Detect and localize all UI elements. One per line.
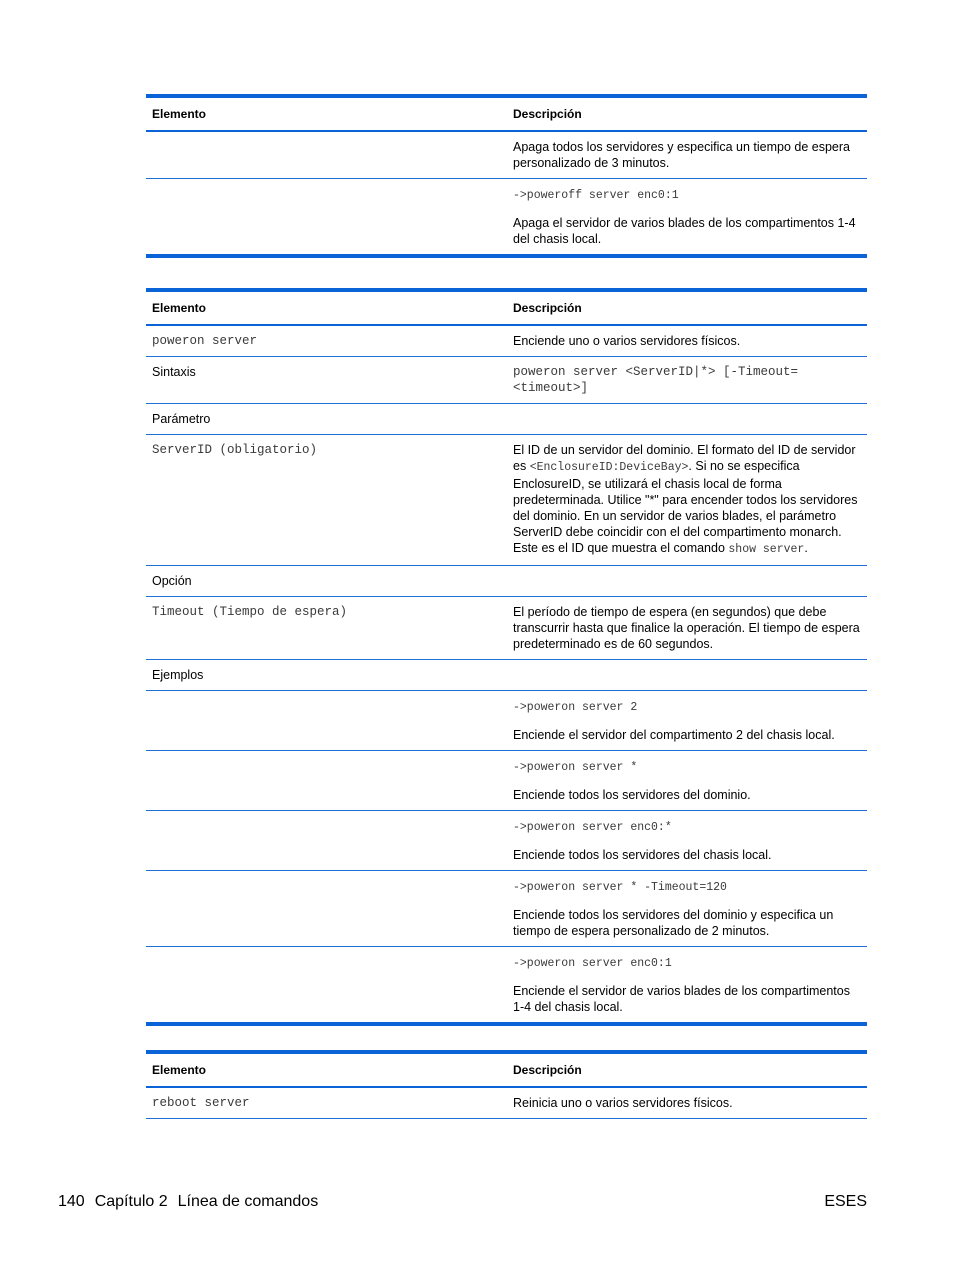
table-header-row: [146, 290, 867, 325]
example-command: ->poweron server *: [513, 761, 638, 774]
table-row-syntax: [146, 357, 867, 404]
example-command: ->poweron server * -Timeout=120: [513, 881, 727, 894]
description-cell: Apaga todos los servidores y especifica un tiempo de espera personalizado de 3 minutos.: [513, 140, 850, 170]
option-name: Timeout (Tiempo de espera): [152, 605, 348, 619]
command-name: poweron server: [152, 334, 258, 348]
command-description: Reinicia uno o varios servidores físicos.: [513, 1096, 733, 1110]
column-header-elemento: Elemento: [152, 107, 207, 121]
table-row-parameter-heading: [146, 404, 867, 435]
table-row: [146, 179, 867, 257]
table-row-example: [146, 811, 867, 871]
example-description: Enciende todos los servidores del dominio y especifica un tiempo de espera personalizado de 2 minutos.: [513, 908, 834, 938]
parameter-desc-code: show server: [728, 543, 805, 556]
table-poweron-server: [146, 288, 867, 1026]
example-description: Enciende todos los servidores del dominio.: [513, 788, 751, 802]
example-command: ->poweron server 2: [513, 701, 638, 714]
table-row: [146, 131, 867, 179]
element-cell: [146, 179, 507, 257]
example-command: ->poweron server enc0:1: [513, 957, 672, 970]
option-description: El período de tiempo de espera (en segundos) que debe transcurrir hasta que finalice la operación. El tiempo de espera predeterminado es de 60 segundos.: [513, 605, 860, 651]
parameter-desc-text: . Si no se especifica EnclosureID, se utilizará el chasis local de forma predeterminada. Utilice "*" para encender todos los servidores del dominio. En un servidor de varios blades, el parámetro ServerID debe coincidir con el del compartimento monarch. Este es el ID que muestra el comando: [513, 459, 858, 555]
table-header-row: [146, 96, 867, 131]
column-header-elemento: Elemento: [152, 1063, 207, 1077]
parameter-desc-text: El ID de un servidor del dominio. El formato del ID de servidor es: [513, 443, 856, 473]
parameter-description: [507, 435, 867, 566]
syntax-value: poweron server <ServerID|*> [-Timeout=<timeout>]: [513, 365, 799, 395]
column-header-elemento: Elemento: [152, 301, 207, 315]
example-description: Enciende el servidor del compartimento 2 del chasis local.: [513, 728, 835, 742]
table-row-examples-heading: [146, 660, 867, 691]
command-description: Enciende uno o varios servidores físicos.: [513, 334, 741, 348]
table-header-row: [146, 1052, 867, 1087]
page-number: 140: [58, 1193, 85, 1210]
column-header-descripcion: Descripción: [513, 301, 582, 315]
language-code: ESES: [824, 1193, 867, 1210]
column-header-descripcion: Descripción: [513, 1063, 582, 1077]
parameter-label: Parámetro: [152, 412, 211, 426]
table-row-command: [146, 325, 867, 357]
parameter-desc-text: .: [804, 541, 808, 555]
element-cell: [146, 131, 507, 179]
chapter-title: Línea de comandos: [177, 1193, 319, 1210]
example-description: Enciende el servidor de varios blades de los compartimentos 1-4 del chasis local.: [513, 984, 850, 1014]
page-footer: [58, 1192, 867, 1212]
command-name: reboot server: [152, 1096, 250, 1110]
column-header-descripcion: Descripción: [513, 107, 582, 121]
table-row-option-heading: [146, 566, 867, 597]
table-row-parameter: [146, 435, 867, 566]
example-command: ->poweroff server enc0:1: [513, 189, 679, 202]
table-row-example: [146, 691, 867, 751]
examples-label: Ejemplos: [152, 668, 204, 682]
example-description: Apaga el servidor de varios blades de los compartimentos 1-4 del chasis local.: [513, 216, 856, 246]
chapter-number: Capítulo 2: [94, 1193, 168, 1210]
example-command: ->poweron server enc0:*: [513, 821, 672, 834]
option-label: Opción: [152, 574, 192, 588]
table-row-example: [146, 871, 867, 947]
description-cell: [507, 179, 867, 257]
syntax-label: Sintaxis: [152, 365, 196, 379]
table-row-option: [146, 597, 867, 660]
table-row-command: [146, 1087, 867, 1119]
table-row-example: [146, 947, 867, 1025]
parameter-name: ServerID (obligatorio): [152, 443, 318, 457]
table-row-example: [146, 751, 867, 811]
table-reboot-server: [146, 1050, 867, 1119]
parameter-desc-code: <EnclosureID:DeviceBay>: [529, 461, 689, 474]
example-description: Enciende todos los servidores del chasis local.: [513, 848, 772, 862]
table-poweroff-continued: [146, 94, 867, 258]
